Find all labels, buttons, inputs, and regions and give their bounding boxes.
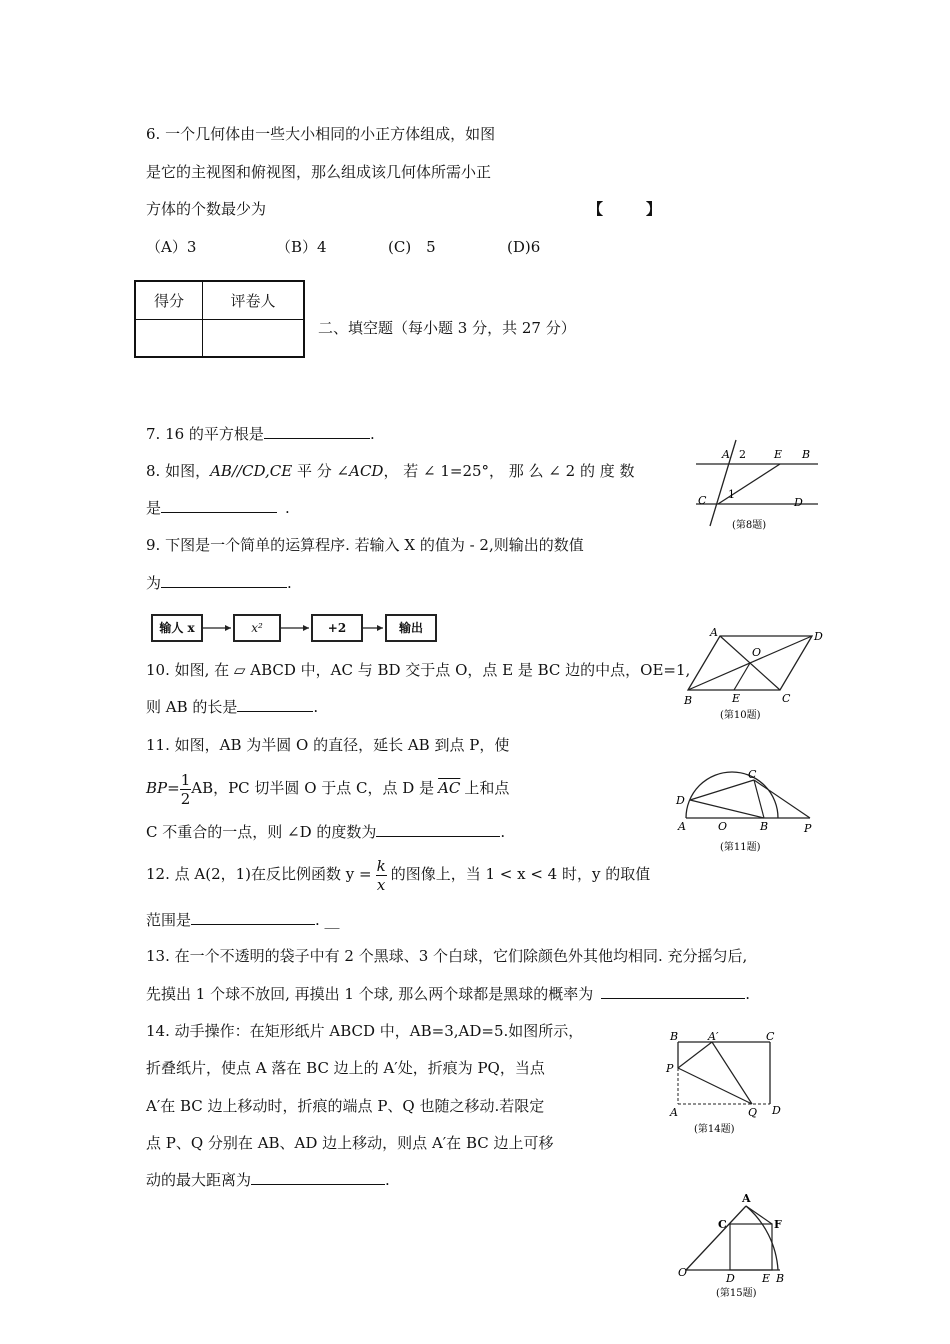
- fig11-label-b: B: [760, 820, 769, 833]
- q7-answer-blank[interactable]: [264, 424, 370, 439]
- q8-mid3: ACD: [349, 462, 384, 480]
- q8-answer-blank[interactable]: [161, 498, 277, 513]
- q6-option-d: (D)6: [507, 238, 541, 256]
- q9-answer-blank[interactable]: [161, 573, 287, 588]
- fig14-label-a: A: [670, 1106, 678, 1119]
- q10-line1: 10. 如图, 在 ▱ ABCD 中，AC 与 BD 交于点 O，点 E 是 BC 边的中点，OE=1,: [146, 661, 691, 679]
- fig10-label-e: E: [732, 692, 741, 705]
- q10-line2-text: 则 AB 的长是: [146, 698, 238, 716]
- flow-arrowhead-3: [377, 625, 383, 631]
- q6-option-b: （B）4: [276, 238, 327, 256]
- q11-arc: $\overline{AC}$: [438, 779, 461, 797]
- fig10-label-a: A: [710, 626, 718, 639]
- figure-q10: [680, 624, 830, 724]
- figure-q14: [660, 1028, 800, 1140]
- q6-line1: 6. 一个几何体由一些大小相同的小正方体组成，如图: [146, 125, 496, 143]
- fig10-label-d: D: [814, 630, 823, 643]
- fig14-segment-pa: [678, 1042, 712, 1068]
- q6-line2: 是它的主视图和俯视图，那么组成该几何体所需小正: [146, 163, 492, 181]
- q14-line1: 14. 动手操作：在矩形纸片 ABCD 中，AB=3,AD=5.如图所示，: [146, 1022, 584, 1040]
- flow-add-box: +2: [311, 614, 363, 642]
- score-cell[interactable]: [135, 319, 203, 357]
- q6-bracket-open: 【: [588, 200, 604, 218]
- figure-q11: [670, 770, 820, 856]
- fig15-segment-af: [746, 1206, 772, 1224]
- fig11-label-o: O: [718, 820, 728, 833]
- q11-line3-text: C 不重合的一点，则 ∠D 的度数为: [146, 823, 377, 841]
- fig10-label-c: C: [782, 692, 791, 705]
- score-table: [134, 280, 305, 358]
- q6-line3: 方体的个数最少为: [146, 200, 267, 218]
- q13-end: .: [745, 985, 751, 1003]
- q11-line3: [146, 822, 505, 842]
- q8-pre: 8. 如图，: [146, 462, 211, 480]
- flow-arrows: [151, 614, 451, 644]
- q13-line2-text: 先摸出 1 个球不放回, 再摸出 1 个球, 那么两个球都是黑球的概率为: [146, 985, 594, 1003]
- q11-line2-text: AB，PC 切半圆 O 于点 C，点 D 是: [191, 779, 435, 797]
- q12-frac-den: x: [376, 875, 386, 894]
- q9-line2: [146, 573, 292, 593]
- fig15-label-f: F: [774, 1218, 782, 1231]
- q12-line2: [146, 910, 340, 930]
- q7-end: .: [369, 425, 375, 443]
- fig14-label-c: C: [766, 1030, 775, 1043]
- fig14-caption: (第14题): [694, 1124, 735, 1135]
- fig11-label-d: D: [676, 794, 685, 807]
- q14-line3: A′在 BC 边上移动时，折痕的端点 P、Q 也随之移动.若限定: [146, 1097, 545, 1115]
- flow-arrowhead-1: [225, 625, 231, 631]
- fig14-label-p: P: [666, 1062, 674, 1075]
- section-title: 二、填空题（每小题 3 分，共 27 分）: [318, 319, 576, 337]
- q12-line1: [146, 854, 650, 894]
- fig14-label-a-prime: A′: [708, 1030, 719, 1043]
- fig11-segment-dc: [690, 780, 754, 800]
- fig15-caption: (第15题): [716, 1288, 757, 1299]
- q14-end: .: [385, 1171, 390, 1189]
- fig8-label-1: 1: [728, 488, 735, 501]
- q8-line2: [146, 498, 290, 518]
- q12-line2-text: 范围是: [146, 911, 192, 929]
- q7-text: 7. 16 的平方根是: [146, 425, 264, 443]
- q6-option-c: (C) 5: [388, 238, 436, 256]
- q7: [146, 424, 375, 444]
- fig15-label-b: B: [776, 1272, 785, 1285]
- q8-mid2: 平 分 ∠: [292, 462, 350, 480]
- q10-end: .: [313, 698, 319, 716]
- q11-bp: BP=: [146, 779, 180, 797]
- q6-option-a: （A）3: [146, 238, 197, 256]
- fig15-label-a: A: [742, 1192, 751, 1205]
- q13-answer-blank[interactable]: [601, 984, 745, 999]
- q11-frac-num: 1: [180, 770, 191, 789]
- fig11-label-p: P: [804, 822, 812, 835]
- grader-header: 评卷人: [203, 281, 305, 319]
- q8-mid4: ， 若 ∠ 1=25°， 那 么 ∠ 2 的 度 数: [383, 462, 635, 480]
- q11-end: .: [500, 823, 506, 841]
- q11-frac-den: 2: [180, 789, 191, 808]
- q12-pre: 12. 点 A(2，1)在反比例函数 y =: [146, 865, 372, 883]
- fig10-label-o: O: [752, 646, 762, 659]
- fig10-caption: (第10题): [720, 710, 761, 721]
- flow-square-box: x²: [233, 614, 281, 642]
- q12-answer-blank[interactable]: [191, 910, 315, 925]
- q10-line2: [146, 697, 318, 717]
- q8-end: .: [285, 499, 290, 517]
- fig14-label-d: D: [772, 1104, 781, 1117]
- q13-line1: 13. 在一个不透明的袋子中有 2 个黑球、3 个白球，它们除颜色外其他均相同. 充分摇匀后,: [146, 947, 748, 965]
- fig8-caption: (第8题): [732, 520, 767, 531]
- fig15-segment-oa: [686, 1206, 746, 1270]
- fig8-label-b: B: [802, 448, 811, 461]
- q12-fraction: [376, 857, 387, 894]
- q12-end: . __: [315, 911, 340, 929]
- q14-line2: 折叠纸片，使点 A 落在 BC 边上的 A′处，折痕为 PQ，当点: [146, 1059, 545, 1077]
- q14-line5-text: 动的最大距离为: [146, 1171, 252, 1189]
- q10-answer-blank[interactable]: [237, 697, 313, 712]
- fig11-label-c: C: [748, 770, 757, 781]
- fig14-label-q: Q: [748, 1106, 758, 1119]
- q11-line2: [146, 768, 509, 808]
- q12-frac-num: k: [376, 856, 386, 875]
- fig11-label-a: A: [678, 820, 686, 833]
- q12-post: 的图像上，当 1 < x < 4 时，y 的取值: [390, 865, 651, 883]
- score-header: 得分: [135, 281, 203, 319]
- q11-fraction: [180, 771, 192, 808]
- fig8-label-c: C: [698, 494, 707, 507]
- q9-line2-text: 为: [146, 574, 162, 592]
- grader-cell[interactable]: [203, 319, 305, 357]
- fig11-semicircle: [686, 772, 778, 818]
- q14-line4: 点 P、Q 分别在 AB、AD 边上移动，则点 A′在 BC 边上可移: [146, 1134, 554, 1152]
- q6-bracket-close: 】: [646, 200, 662, 218]
- q11-line2b: 上和点: [464, 779, 510, 797]
- q11-line1: 11. 如图，AB 为半圆 O 的直径，延长 AB 到点 P，使: [146, 736, 510, 754]
- fig15-label-c: C: [718, 1218, 727, 1231]
- fig8-label-e: E: [774, 448, 783, 461]
- figure-q15: [676, 1190, 796, 1302]
- flow-arrowhead-2: [303, 625, 309, 631]
- q13-line2: [146, 984, 750, 1004]
- fig8-label-d: D: [794, 496, 803, 509]
- fig14-label-b: B: [670, 1030, 679, 1043]
- fig15-arc: [746, 1206, 778, 1270]
- fig11-segment-db: [690, 800, 764, 818]
- flow-output-box: 输出: [385, 614, 437, 642]
- fig8-label-a: A: [722, 448, 730, 461]
- q14-answer-blank[interactable]: [251, 1170, 385, 1185]
- fig10-label-b: B: [684, 694, 693, 707]
- fig8-label-2: 2: [739, 448, 746, 461]
- fig15-label-e: E: [762, 1272, 771, 1285]
- flow-input-box: 输人 x: [151, 614, 203, 642]
- q11-answer-blank[interactable]: [376, 822, 500, 837]
- q9-end: .: [287, 574, 292, 592]
- figure-q8: [688, 436, 828, 536]
- q8-mid1: AB//CD,CE: [210, 462, 293, 480]
- fig11-caption: (第11题): [720, 842, 761, 853]
- q9-line1: 9. 下图是一个简单的运算程序. 若输入 X 的值为 ‐ 2,则输出的数值: [146, 536, 584, 554]
- q8-line1: [146, 461, 635, 481]
- q8-line2-text: 是: [146, 499, 162, 517]
- q14-line5: [146, 1170, 390, 1190]
- fig15-label-d: D: [726, 1272, 735, 1285]
- fig15-label-o: O: [678, 1266, 688, 1279]
